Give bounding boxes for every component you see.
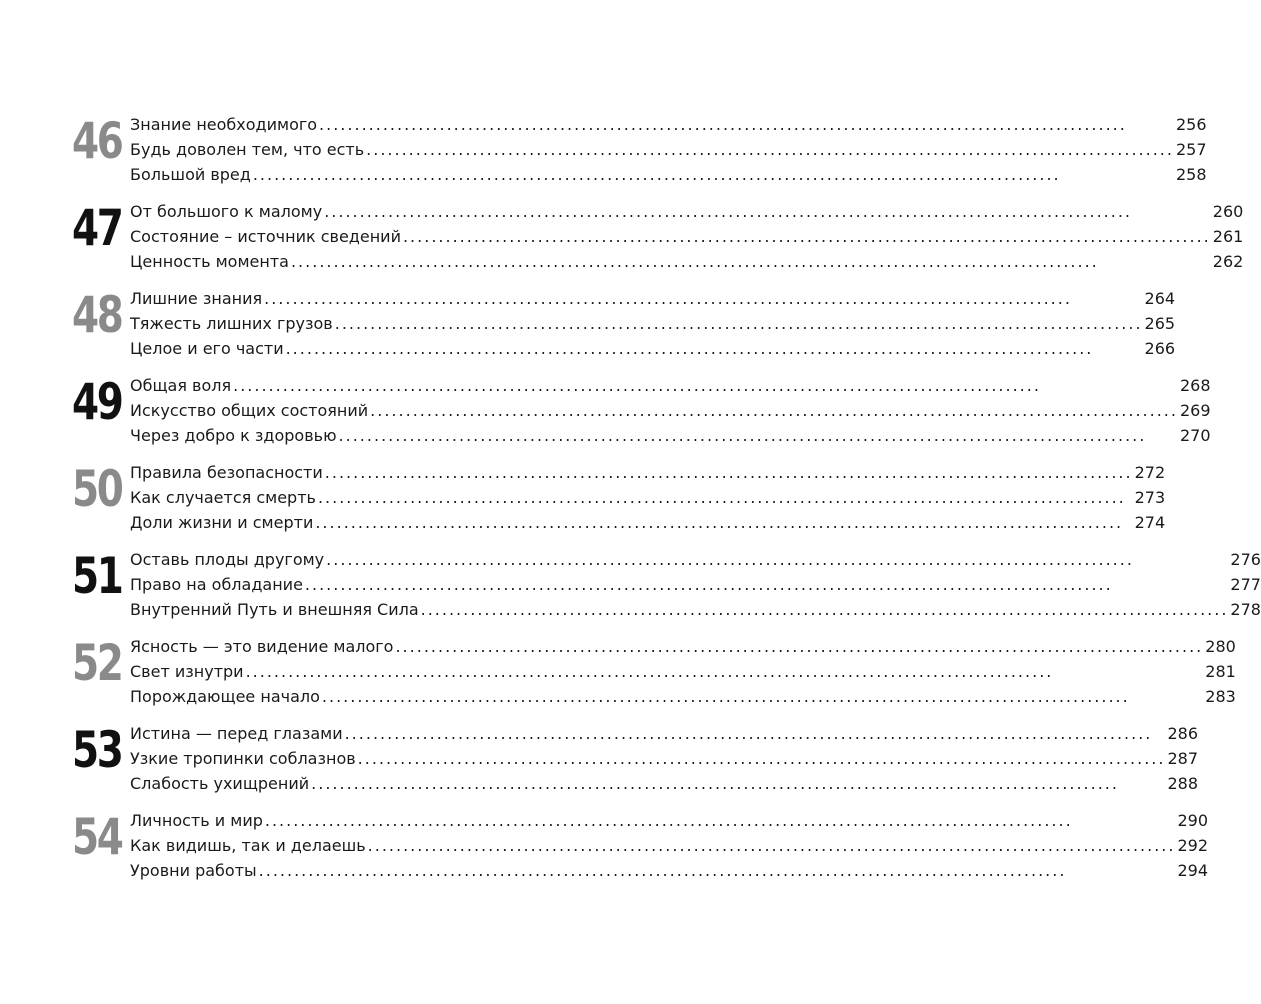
dot-leader (366, 137, 1174, 162)
chapter-entries (130, 547, 1261, 622)
dot-leader (264, 286, 1142, 311)
entry-title: Порождающее начало (130, 687, 320, 706)
toc-entry[interactable] (130, 659, 1236, 684)
entry-page: 260 (1212, 202, 1244, 221)
entry-page: 290 (1177, 811, 1208, 830)
entry-page: 272 (1134, 463, 1166, 482)
toc-entry[interactable] (130, 721, 1198, 746)
dot-leader (368, 833, 1176, 858)
entry-title: Будь доволен тем, что есть (130, 140, 365, 159)
entry-title: Лишние знания (130, 289, 263, 308)
chapter-entries (130, 286, 1175, 361)
entry-title: Право на обладание (130, 575, 303, 594)
dot-leader (233, 373, 1178, 398)
chapter-group (72, 373, 1211, 448)
entry-page: 294 (1177, 861, 1208, 880)
entry-page: 261 (1212, 227, 1244, 246)
dot-leader (339, 423, 1178, 448)
chapter-group (72, 199, 1244, 274)
chapter-entries (130, 373, 1211, 448)
toc-entry[interactable] (130, 684, 1236, 709)
entry-title: Целое и его части (130, 339, 284, 358)
entry-title: Доли жизни и смерти (130, 513, 314, 532)
entry-title: Ясность — это видение малого (130, 637, 394, 656)
chapter-entries (130, 112, 1207, 187)
chapter-number: 53 (72, 721, 122, 779)
toc-entry[interactable] (130, 249, 1243, 274)
chapter-group (72, 112, 1207, 187)
entry-page: 274 (1134, 513, 1166, 532)
toc-entry[interactable] (130, 162, 1207, 187)
chapter-entries (130, 634, 1236, 709)
toc-entry[interactable] (130, 771, 1198, 796)
dot-leader (246, 659, 1204, 684)
chapter-entries (130, 808, 1208, 883)
toc-entry[interactable] (130, 224, 1243, 249)
chapter-entries (130, 460, 1165, 535)
dot-leader (324, 199, 1211, 224)
entry-page: 292 (1177, 836, 1208, 855)
toc-entry[interactable] (130, 336, 1175, 361)
dot-leader (265, 808, 1176, 833)
toc-entry[interactable] (130, 746, 1198, 771)
entry-title: Искусство общих состояний (130, 401, 369, 420)
chapter-entries (130, 199, 1243, 274)
dot-leader (319, 112, 1174, 137)
dot-leader (403, 224, 1211, 249)
dot-leader (253, 162, 1174, 187)
dot-leader (335, 311, 1143, 336)
entry-title: Тяжесть лишних грузов (130, 314, 333, 333)
entry-page: 266 (1144, 339, 1176, 358)
entry-page: 281 (1205, 662, 1236, 681)
entry-title: Оставь плоды другому (130, 550, 325, 569)
toc-entry[interactable] (130, 460, 1165, 485)
dot-leader (326, 547, 1228, 572)
entry-title: Узкие тропинки соблазнов (130, 749, 356, 768)
dot-leader (395, 634, 1203, 659)
dot-leader (311, 771, 1165, 796)
entry-page: 265 (1144, 314, 1176, 333)
entry-page: 264 (1144, 289, 1176, 308)
chapter-group (72, 460, 1166, 535)
entry-page: 256 (1175, 115, 1207, 134)
entry-page: 278 (1230, 600, 1261, 619)
entry-title: Как видишь, так и делаешь (130, 836, 366, 855)
chapter-group (72, 808, 1208, 883)
chapter-group (72, 721, 1198, 796)
chapter-number: 51 (72, 547, 122, 605)
toc-entry[interactable] (130, 398, 1211, 423)
chapter-number: 47 (72, 199, 122, 257)
toc-entry[interactable] (130, 833, 1208, 858)
entry-page: 258 (1175, 165, 1207, 184)
entry-title: Общая воля (130, 376, 232, 395)
toc-entry[interactable] (130, 373, 1211, 398)
entry-page: 286 (1167, 724, 1198, 743)
entry-page: 277 (1230, 575, 1261, 594)
toc-entry[interactable] (130, 547, 1261, 572)
entry-page: 257 (1175, 140, 1207, 159)
toc-entry[interactable] (130, 808, 1208, 833)
entry-page: 270 (1179, 426, 1211, 445)
entry-title: Знание необходимого (130, 115, 318, 134)
toc-entry[interactable] (130, 423, 1211, 448)
entry-title: Состояние – источник сведений (130, 227, 401, 246)
entry-title: Через добро к здоровью (130, 426, 337, 445)
chapter-number: 54 (72, 808, 122, 866)
entry-title: Ценность момента (130, 252, 289, 271)
dot-leader (315, 510, 1132, 535)
entry-page: 268 (1179, 376, 1211, 395)
toc-entry[interactable] (130, 572, 1261, 597)
toc-entry[interactable] (130, 286, 1175, 311)
entry-page: 280 (1205, 637, 1236, 656)
dot-leader (259, 858, 1176, 883)
entry-title: Внутренний Путь и внешняя Сила (130, 600, 419, 619)
chapter-number: 50 (72, 460, 122, 518)
entry-page: 288 (1167, 774, 1198, 793)
dot-leader (318, 485, 1133, 510)
entry-title: Как случается смерть (130, 488, 316, 507)
toc-entry[interactable] (130, 634, 1236, 659)
chapter-number: 49 (72, 373, 122, 431)
chapter-entries (130, 721, 1198, 796)
dot-leader (370, 398, 1178, 423)
dot-leader (286, 336, 1143, 361)
chapter-number: 52 (72, 634, 122, 692)
entry-page: 269 (1179, 401, 1211, 420)
entry-title: От большого к малому (130, 202, 323, 221)
entry-title: Уровни работы (130, 861, 257, 880)
dot-leader (421, 597, 1229, 622)
toc-entry[interactable] (130, 597, 1261, 622)
entry-title: Личность и мир (130, 811, 263, 830)
entry-title: Слабость ухищрений (130, 774, 310, 793)
toc-entry[interactable] (130, 510, 1165, 535)
chapter-number: 46 (72, 112, 122, 170)
chapter-number: 48 (72, 286, 122, 344)
entry-title: Большой вред (130, 165, 251, 184)
toc-entry[interactable] (130, 311, 1175, 336)
entry-page: 262 (1212, 252, 1244, 271)
entry-title: Истина — перед глазами (130, 724, 343, 743)
dot-leader (358, 746, 1166, 771)
toc-entry[interactable] (130, 858, 1208, 883)
entry-title: Свет изнутри (130, 662, 244, 681)
toc-entry[interactable] (130, 485, 1165, 510)
dot-leader (345, 721, 1166, 746)
dot-leader (305, 572, 1229, 597)
chapter-group (72, 634, 1236, 709)
entry-page: 273 (1134, 488, 1166, 507)
dot-leader (325, 460, 1133, 485)
toc-entry[interactable] (130, 137, 1207, 162)
toc-entry[interactable] (130, 112, 1207, 137)
entry-page: 276 (1230, 550, 1261, 569)
entry-page: 287 (1167, 749, 1198, 768)
chapter-group (72, 286, 1176, 361)
toc-entry[interactable] (130, 199, 1243, 224)
dot-leader (322, 684, 1203, 709)
table-of-contents (72, 112, 1261, 895)
dot-leader (291, 249, 1211, 274)
entry-title: Правила безопасности (130, 463, 323, 482)
chapter-group (72, 547, 1261, 622)
entry-page: 283 (1205, 687, 1236, 706)
